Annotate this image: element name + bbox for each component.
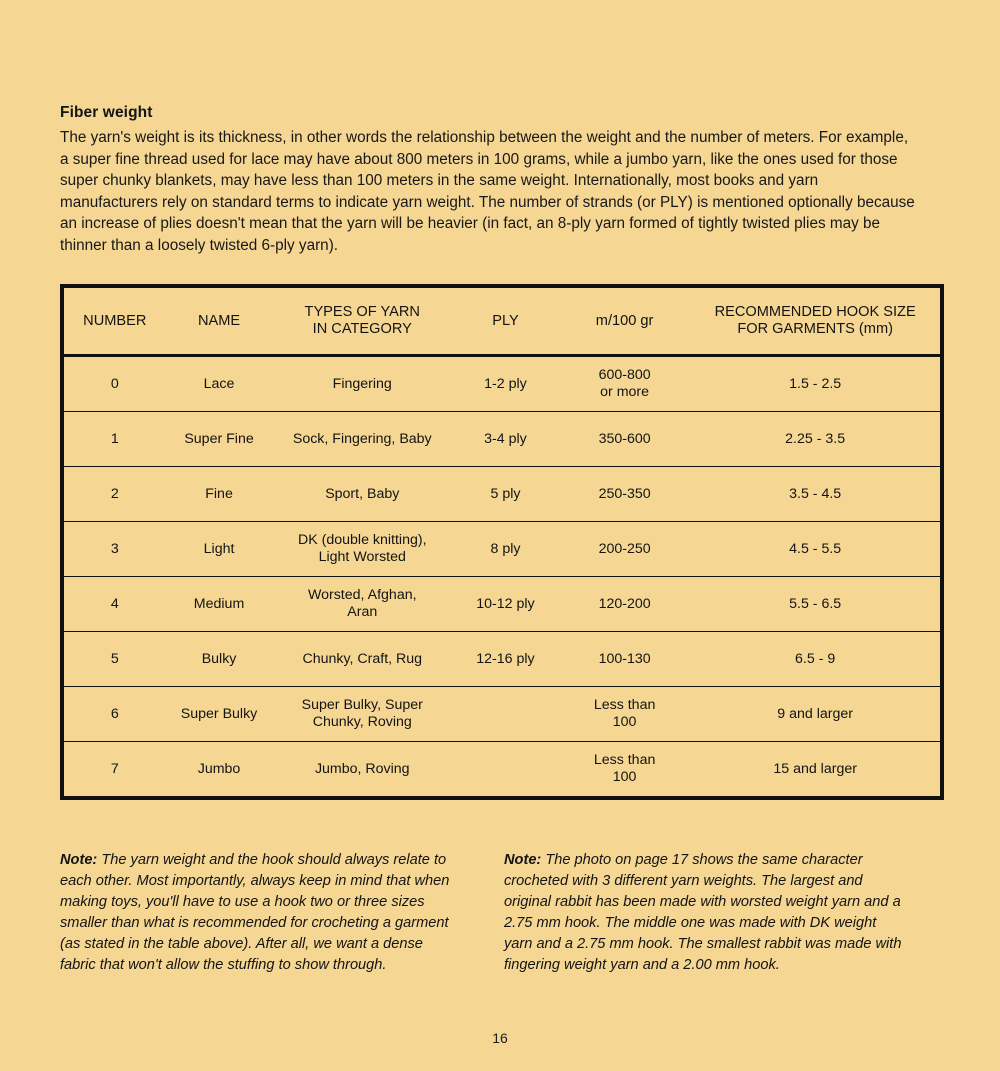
cell-types	[272, 577, 452, 632]
cell-meters	[559, 522, 690, 577]
cell-types-line1: Jumbo, Roving	[314, 760, 410, 777]
table-header	[64, 288, 940, 356]
cell-number: 7	[110, 760, 119, 777]
cell-types-line1: Worsted, Afghan,	[307, 587, 417, 603]
cell-types	[272, 412, 452, 467]
cell-name: Jumbo	[197, 760, 241, 777]
cell-types	[272, 742, 452, 797]
cell-meters	[559, 577, 690, 632]
cell-ply	[452, 687, 559, 742]
cell-number: 2	[110, 485, 119, 502]
notes-section	[60, 850, 944, 976]
column-header-ply-line1: PLY	[492, 312, 519, 329]
page-content	[60, 104, 944, 976]
table-header-row	[64, 288, 940, 356]
note-right-label: Note:	[504, 852, 542, 868]
cell-name: Bulky	[201, 650, 237, 667]
cell-types-line2: Light Worsted	[318, 549, 406, 565]
cell-hook: 6.5 - 9	[795, 650, 836, 667]
cell-meters	[559, 467, 690, 522]
section-title: Fiber weight	[60, 104, 153, 121]
cell-meters-line2: 100	[612, 769, 637, 785]
cell-name: Light	[203, 540, 235, 557]
cell-name: Lace	[203, 375, 235, 392]
cell-number: 6	[110, 705, 119, 722]
yarn-weight-table	[60, 284, 944, 800]
note-left-label: Note:	[60, 852, 98, 868]
column-header-types-line2: IN CATEGORY	[312, 321, 412, 337]
cell-hook: 1.5 - 2.5	[789, 375, 842, 392]
cell-number: 0	[110, 375, 119, 392]
cell-number: 3	[110, 540, 119, 557]
column-header-types	[272, 288, 452, 356]
table-row	[64, 412, 940, 467]
column-header-meters-line1: m/100 gr	[595, 312, 654, 329]
table-row	[64, 356, 940, 412]
cell-meters-line1: Less than	[593, 752, 656, 768]
table-row	[64, 522, 940, 577]
intro-paragraph: The yarn's weight is its thickness, in other words the relationship between the weight and the number of meters. For example, a super fine thread used for lace may have about 800 meters in 100 grams, while a jumbo yarn, like the ones used for those super chunky blankets, may have less than 100 meters in the same weight. Internationally, most books and yarn manufacturers rely on standard terms to indicate yarn weight. The number of strands (or PLY) is mentioned optionally because an increase of plies doesn't mean that the yarn will be heavier (in fact, an 8-ply yarn formed of tightly twisted plies may be thinner than a loosely twisted 6-ply yarn).	[60, 129, 915, 254]
table-row	[64, 577, 940, 632]
column-header-number	[64, 288, 166, 356]
table-row	[64, 632, 940, 687]
cell-types-line1: DK (double knitting),	[297, 532, 427, 548]
cell-ply	[452, 742, 559, 797]
table-body	[64, 356, 940, 797]
column-header-name	[166, 288, 273, 356]
table-row	[64, 467, 940, 522]
cell-ply: 10-12 ply	[476, 595, 535, 612]
cell-name: Fine	[205, 485, 233, 502]
cell-meters	[559, 687, 690, 742]
cell-meters-line1: 350-600	[598, 430, 651, 447]
cell-meters-line1: 600-800	[598, 367, 651, 383]
column-header-hook	[690, 288, 940, 356]
cell-meters-line2: 100	[612, 714, 637, 730]
column-header-types-line1: TYPES OF YARN	[304, 304, 420, 320]
cell-ply: 1-2 ply	[484, 375, 527, 392]
cell-types-line1: Sock, Fingering, Baby	[292, 430, 432, 447]
cell-meters-line1: 100-130	[598, 650, 651, 667]
note-right-text: The photo on page 17 shows the same character crocheted with 3 different yarn weights. The largest and original rabbit has been made with worsted weight yarn and a 2.75 mm hook. The middle one was made with DK weight yarn and a 2.75 mm hook. The smallest rabbit was made with fingering weight yarn and a 2.00 mm hook.	[504, 852, 902, 973]
cell-name: Super Bulky	[180, 705, 258, 722]
cell-types	[272, 467, 452, 522]
cell-types	[272, 356, 452, 412]
cell-name: Medium	[193, 595, 245, 612]
cell-types-line2: Chunky, Roving	[312, 714, 412, 730]
cell-hook: 2.25 - 3.5	[785, 430, 846, 447]
cell-meters	[559, 412, 690, 467]
column-header-number-line1: NUMBER	[83, 312, 147, 329]
page-number: 16	[492, 1030, 508, 1046]
note-left	[60, 850, 460, 976]
note-left-text: The yarn weight and the hook should always relate to each other. Most importantly, always keep in mind that when making toys, you'll have to use a hook two or three sizes smaller than what is recommended for crocheting a garment (as stated in the table above). After all, we want a dense fabric that won't allow the stuffing to show through.	[60, 852, 450, 973]
cell-hook: 5.5 - 6.5	[789, 595, 842, 612]
cell-types-line2: Aran	[347, 604, 378, 620]
table-row	[64, 687, 940, 742]
table-row	[64, 742, 940, 797]
cell-meters-line1: 250-350	[598, 485, 651, 502]
cell-types	[272, 687, 452, 742]
cell-number: 4	[110, 595, 119, 612]
cell-number: 5	[110, 650, 119, 667]
cell-meters	[559, 742, 690, 797]
cell-ply: 3-4 ply	[484, 430, 527, 447]
note-right	[504, 850, 904, 976]
cell-hook: 9 and larger	[777, 705, 853, 722]
cell-types-line1: Fingering	[332, 375, 392, 392]
column-header-ply	[452, 288, 559, 356]
column-header-hook-line2: FOR GARMENTS (mm)	[737, 321, 893, 337]
column-header-meters	[559, 288, 690, 356]
cell-hook: 15 and larger	[773, 760, 857, 777]
column-header-hook-line1: RECOMMENDED HOOK SIZE	[714, 304, 916, 320]
cell-meters-line1: Less than	[593, 697, 656, 713]
cell-ply: 8 ply	[490, 540, 521, 557]
cell-meters	[559, 632, 690, 687]
cell-hook: 3.5 - 4.5	[789, 485, 842, 502]
cell-ply: 12-16 ply	[476, 650, 535, 667]
cell-meters-line1: 120-200	[598, 595, 651, 612]
cell-types-line1: Chunky, Craft, Rug	[302, 650, 423, 667]
cell-types-line1: Sport, Baby	[325, 485, 400, 502]
cell-types	[272, 632, 452, 687]
cell-meters	[559, 356, 690, 412]
cell-types-line1: Super Bulky, Super	[301, 697, 423, 713]
cell-ply: 5 ply	[490, 485, 521, 502]
cell-hook: 4.5 - 5.5	[789, 540, 842, 557]
cell-meters-line1: 200-250	[598, 540, 651, 557]
cell-number: 1	[110, 430, 119, 447]
cell-name: Super Fine	[184, 430, 254, 447]
cell-meters-line2: or more	[600, 384, 650, 400]
column-header-name-line1: NAME	[197, 312, 241, 329]
cell-types	[272, 522, 452, 577]
